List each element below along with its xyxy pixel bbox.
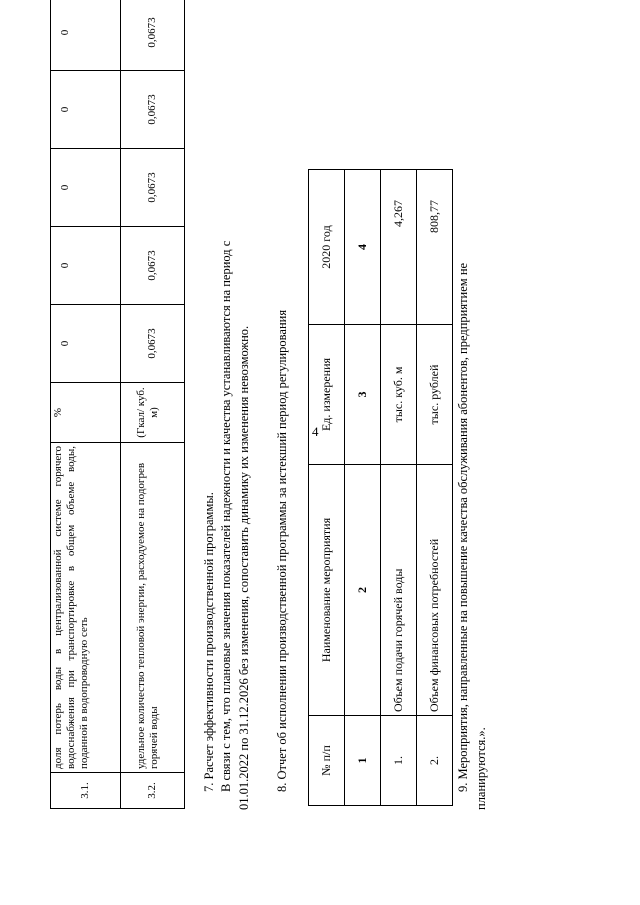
row-number: 3.2. [121, 773, 185, 809]
table-row [121, 0, 185, 809]
indicators-table [50, 0, 185, 809]
column-header: Наименование мероприятия [309, 465, 345, 716]
measure-value: 808,77 [417, 170, 453, 325]
indicator-value: 0 [51, 305, 121, 383]
column-index: 2 [345, 465, 381, 716]
indicator-unit: (Гкал/ куб. м) [121, 383, 185, 443]
indicator-value: 0,0673 [121, 71, 185, 149]
section-7-paragraph-line-1: В связи с тем, что плановые значения показателей надежности и качества устанавливаются на период с [219, 240, 233, 792]
indicator-value: 0,0673 [121, 149, 185, 227]
column-header: 2020 год [309, 170, 345, 325]
indicator-value: 0,0673 [121, 227, 185, 305]
measure-value: 4,267 [381, 170, 417, 325]
indicator-unit: % [51, 383, 121, 443]
row-number: 1. [381, 716, 417, 806]
indicator-value: 0 [51, 227, 121, 305]
table-row [417, 170, 453, 806]
column-header: Ед. измерения [309, 325, 345, 465]
section-7-paragraph-line-2: 01.01.2022 по 31.12.2026 без изменения, сопоставить динамику их изменения невозможно. [237, 325, 251, 810]
column-index: 3 [345, 325, 381, 465]
measure-name: Объем финансовых потребностей [417, 465, 453, 716]
section-9-line-1: 9. Мероприятия, направленные на повышение качества обслуживания абонентов, предприятием не [456, 262, 470, 792]
indicator-name: доля потерь воды в централизованной системе горячего водоснабжения при транспортировке в общем объеме воды, поданной в водопроводную сеть [51, 443, 121, 773]
indicator-value: 0 [51, 149, 121, 227]
indicator-value: 0 [51, 71, 121, 149]
table-row [51, 0, 121, 809]
table-header-row [309, 170, 345, 806]
indicator-value: 0,0673 [121, 0, 185, 71]
table-index-row [345, 170, 381, 806]
measure-unit: тыс. рублей [417, 325, 453, 465]
indicator-value: 0,0673 [121, 305, 185, 383]
indicator-name: удельное количество тепловой энергии, расходуемое на подогрев горячей воды [121, 443, 185, 773]
page-number: 4 [312, 424, 319, 439]
column-index: 4 [345, 170, 381, 325]
table-row [381, 170, 417, 806]
row-number: 3.1. [51, 773, 121, 809]
column-header: № п/п [309, 716, 345, 806]
section-9-line-2: планируются.». [474, 727, 488, 810]
measure-name: Объем подачи горячей воды [381, 465, 417, 716]
indicator-value: 0 [51, 0, 121, 71]
section-8-heading: 8. Отчет об исполнении производственной программы за истекший период регулирования [275, 309, 289, 792]
column-index: 1 [345, 716, 381, 806]
measure-unit: тыс. куб. м [381, 325, 417, 465]
program-report-table [308, 169, 453, 806]
section-7-heading: 7. Расчет эффективности производственной программы. [202, 492, 216, 792]
row-number: 2. [417, 716, 453, 806]
